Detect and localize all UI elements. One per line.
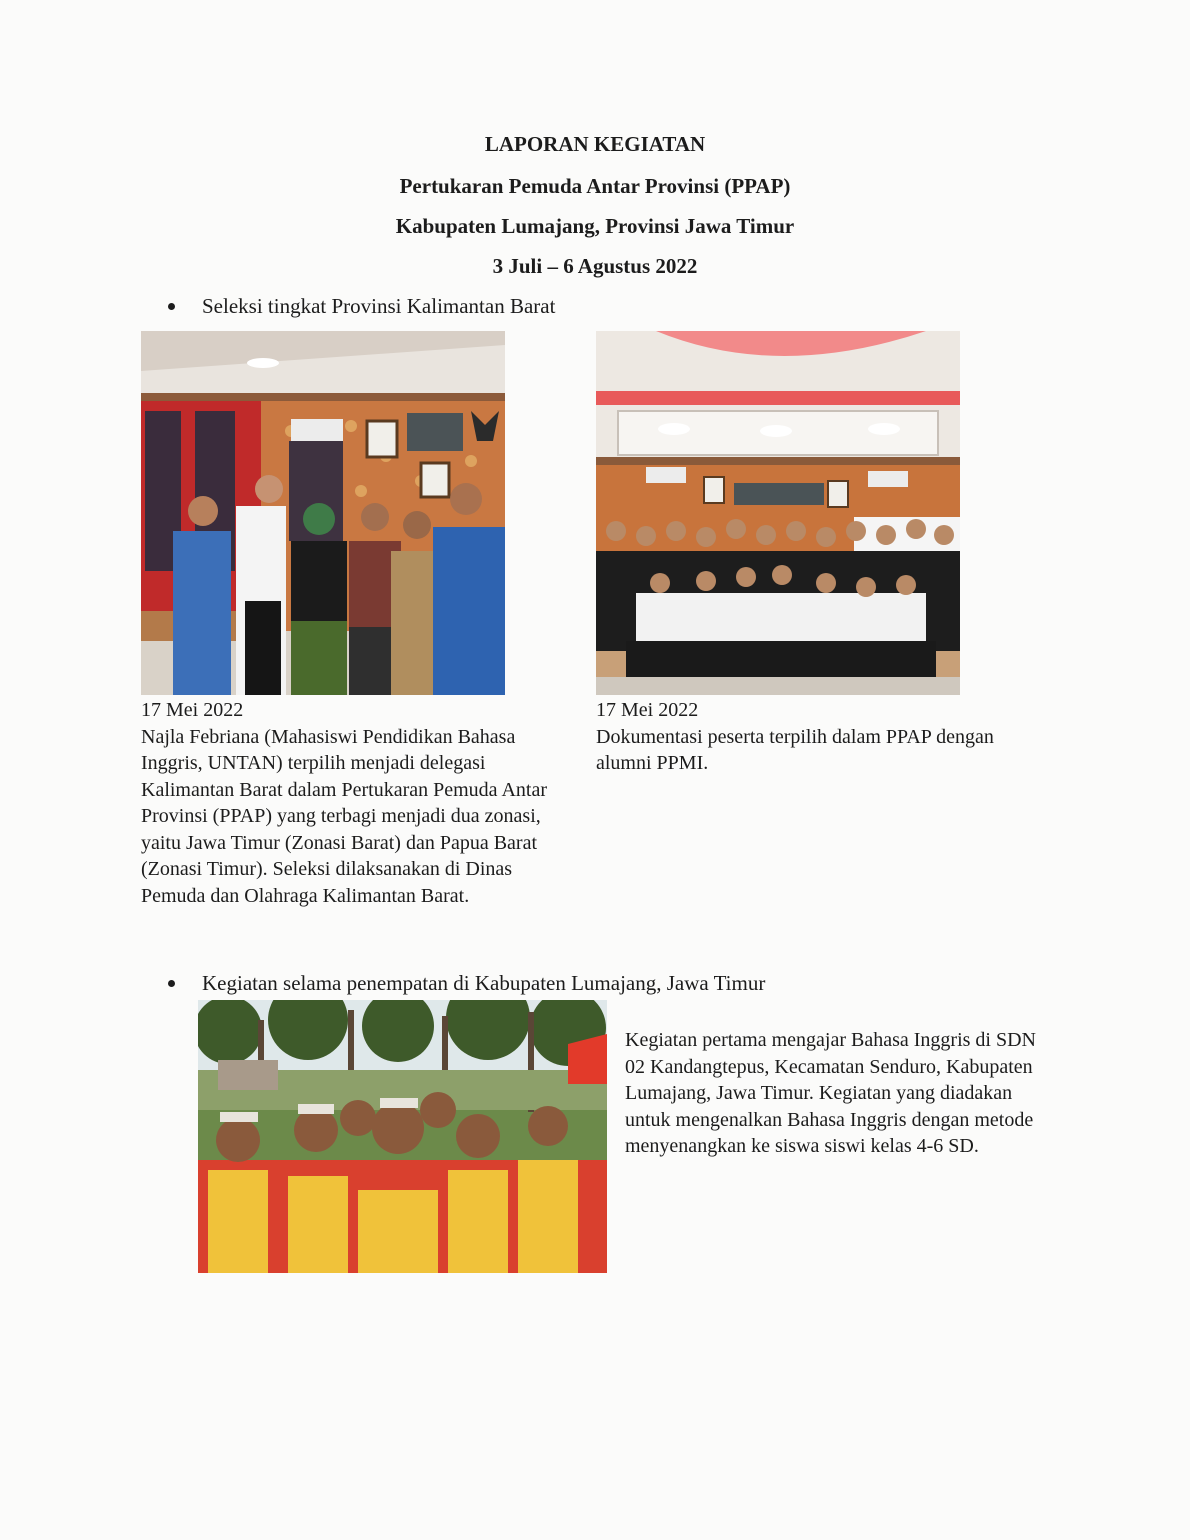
bullet-dot-icon — [168, 980, 175, 987]
program-name: Pertukaran Pemuda Antar Provinsi (PPAP) — [399, 174, 791, 198]
photo-selection-delegates — [141, 331, 505, 695]
photo-participants-with-alumni — [596, 331, 960, 695]
program-period: 3 Juli – 6 Agustus 2022 — [492, 254, 698, 278]
caption-selection-delegates — [141, 697, 581, 909]
photo-date: 17 Mei 2022 — [596, 699, 699, 721]
section-placement-bullet — [168, 970, 765, 996]
section-selection-heading: Seleksi tingkat Provinsi Kalimantan Barat — [202, 294, 556, 318]
section-placement-heading: Kegiatan selama penempatan di Kabupaten Lumajang, Jawa Timur — [202, 971, 766, 995]
caption-text: Kegiatan pertama mengajar Bahasa Inggris di SDN 02 Kandangtepus, Kecamatan Senduro, Kabupaten Lumajang, Jawa Timur. Kegiatan yang diadakan untuk mengenalkan Bahasa Inggris dengan metode menyenangkan ke siswa siswi kelas 4-6 SD. — [625, 1029, 1036, 1157]
photo-teaching-activity — [198, 1000, 607, 1273]
report-title: LAPORAN KEGIATAN — [484, 132, 706, 156]
section-selection-bullet — [168, 293, 555, 319]
caption-text: Dokumentasi peserta terpilih dalam PPAP dengan alumni PPMI. — [596, 725, 994, 774]
caption-teaching-activity — [625, 1027, 1045, 1160]
bullet-dot-icon — [168, 303, 175, 310]
caption-participants-with-alumni — [596, 697, 1016, 777]
caption-text: Najla Febriana (Mahasiswi Pendidikan Bahasa Inggris, UNTAN) terpilih menjadi delegasi Kalimantan Barat dalam Pertukaran Pemuda Antar Provinsi (PPAP) yang terbagi menjadi dua zonasi, yaitu Jawa Timur (Zonasi Barat) dan Papua Barat (Zonasi Timur). Seleksi dilaksanakan di Dinas Pemuda dan Olahraga Kalimantan Barat. — [141, 725, 547, 907]
photo-date: 17 Mei 2022 — [141, 699, 244, 721]
program-location: Kabupaten Lumajang, Provinsi Jawa Timur — [395, 214, 795, 238]
